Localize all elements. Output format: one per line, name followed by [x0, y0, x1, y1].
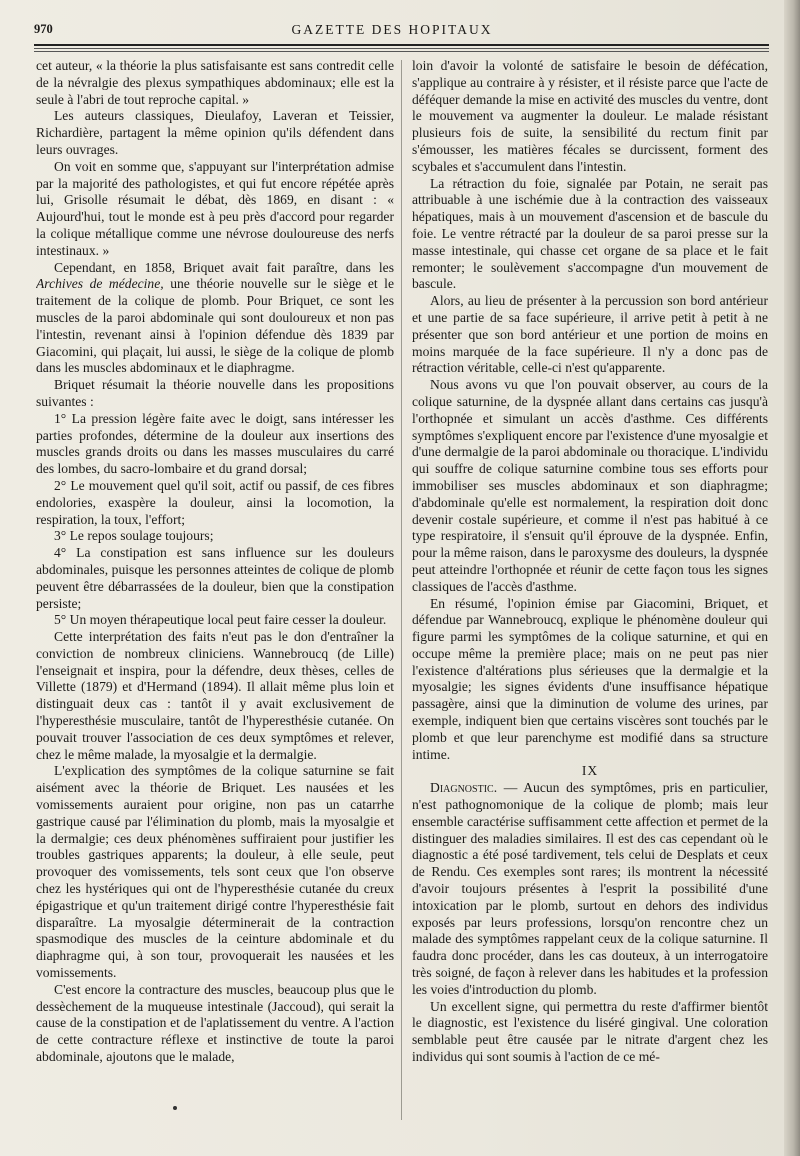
- list-item: 5° Un moyen thérapeutique local peut faire cesser la douleur.: [54, 612, 387, 628]
- paragraph: En résumé, l'opinion émise par Giacomini, Briquet, et défendue par Wannebroucq, explique le phénomène douleur qui figure parmi les symptômes de la colique saturnine, et qui en occupe même la première place; mais on ne peut pas nier l'existence d'altérations plus sérieuses que la dermalgie et la myosalgie; les signes évidents d'une insuffisance hépatique passagère, ainsi que la diminution de volume des urines, par exemple, indiquent bien que certains viscères sont touchés par le plomb et que leur parenchyme est modifié dans sa structure intime.: [412, 595, 768, 762]
- paragraph: L'explication des symptômes de la colique saturnine se fait aisément avec la théorie de Briquet. Les nausées et les vomissements auraient pour origine, non pas un catarrhe gastrique causé par l'élimination du plomb, mais la myosalgie et la dermalgie; ces deux phénomènes suffiraient pour justifier les troubles gastriques apparents; la douleur, à elle seule, peut provoquer des vomissements, tels sont ceux que l'on observe chez les hystériques qui ont de l'hyperesthésie cutanée du creux épigastrique et qu'un traitement dirigé contre l'hyperesthésie fait disparaître. La myosalgie déterminerait de la contraction spasmodique des muscles de la ceinture abdominale et du diaphragme qui, à son tour, provoquerait les nausées et les vomissements.: [36, 763, 394, 981]
- page-edge: [784, 0, 800, 1156]
- page-number: 970: [34, 22, 53, 36]
- paragraph: [412, 780, 768, 998]
- section-heading: Diagnostic.: [430, 780, 498, 796]
- left-column: [36, 58, 394, 1138]
- paragraph: La rétraction du foie, signalée par Potain, ne serait pas attribuable à une ischémie due à la contraction des vaisseaux hépatiques, mais à un mouvement d'ascension et de bascule du foie. Le ventre rétracté par la douleur de sa paroi presse sur la masse intestinale, qui chasse cet organe de sa place et le fait remonter; le soulèvement s'accompagne d'un mouvement de bascule.: [412, 175, 768, 292]
- paragraph-text: — Aucun des symptômes, pris en particulier, n'est pathognomonique de la colique de plomb; mais leur ensemble caractérise suffisamment cette affection et permet de la distinguer des maladies similaires. Il est des cas cependant où le diagnostic a été posé tardivement, tels celui de Desplats et ceux de Rendu. Ces exemples sont rares; ils montrent la nécessité d'avoir toujours présentes à l'esprit la possibilité d'une intoxication par le plomb, surtout en dehors des individus exposés par leurs professions, lorsqu'on rencontre chez un malade des symptômes rappelant ceux de la colique saturnine. Il faudra donc procéder, dans les cas douteux, à un interrogatoire très soigné, de façon à relever dans les habitudes et la profession les voies d'introduction du plomb.: [412, 780, 768, 997]
- list-item: 1° La pression légère faite avec le doigt, sans intéresser les parties profondes, détermine de la douleur aux insertions des muscles grands droits ou dans les masses musculaires du carré des lombes, du sacro-lombaire et du grand dorsal;: [36, 410, 394, 477]
- right-column: [412, 58, 768, 1138]
- paragraph: Alors, au lieu de présenter à la percussion son bord antérieur et une partie de sa face supérieure, il arrive petit à petit à ne présenter que son bord antérieur et une portion de moins en moins marquée de la face supérieure. Il n'y a donc pas de rétraction véritable, celle-ci n'est qu'apparente.: [412, 293, 768, 376]
- list-item: 4° La constipation est sans influence sur les douleurs abdominales, puisque les personnes atteintes de colique de plomb peuvent être débarrassées de la douleur, bien que la constipation persiste;: [36, 545, 394, 611]
- section-number: IX: [581, 763, 599, 779]
- paragraph: cet auteur, « la théorie la plus satisfaisante est sans contredit celle de la névralgie des plexus sympathiques abdominaux; elle est la seule à l'abri de tout reproche capital. »: [36, 58, 394, 107]
- list-item: 3° Le repos soulage toujours;: [54, 528, 214, 544]
- paragraph: Nous avons vu que l'on pouvait observer, au cours de la colique saturnine, de la dyspnée allant dans certains cas jusqu'à l'orthopnée et simulant un accès d'asthme. Ces différents symptômes s'expliquent encore par l'existence d'une myosalgie et d'une dermalgie de la paroi abdominale ou thoracique. L'individu qui souffre de colique saturnine combine tous ses efforts pour immobiliser ses muscles abdominaux et son diaphragme; d'abdominale qu'elle est normalement, la respiration doit donc devenir costale supérieure, et comme il n'est pas habitué à ce type respiratoire, il s'ensuit qu'il éprouve de la dyspnée. Enfin, pour la même raison, dans le paroxysme des douleurs, la dyspnée peut atteindre l'orthopnée et réunir de cette façon tous les signes classiques de l'accès d'asthme.: [412, 377, 768, 594]
- header-rule-thin: [34, 48, 769, 49]
- paragraph: Briquet résumait la théorie nouvelle dans les propositions suivantes :: [36, 377, 394, 409]
- header-rule: [34, 44, 769, 46]
- paragraph: Un excellent signe, qui permettra du reste d'affirmer bientôt le diagnostic, est l'existence du liséré gingival. Une coloration semblable peut être causée par le nitrate d'argent chez les individus qui sont soumis à l'action de ce mé-: [412, 998, 768, 1065]
- column-divider: [401, 60, 402, 1120]
- journal-title: Archives de médecine,: [36, 276, 164, 292]
- paragraph: [36, 260, 394, 378]
- paragraph: On voit en somme que, s'appuyant sur l'interprétation admise par la majorité des pathologistes, et qui fut encore répétée après lui, Grisolle résumait le débat, dès 1869, en disant : « Aujourd'hui, tout le monde est à peu près d'accord pour regarder la colique métallique comme une névrose douloureuse des nerfs intestinaux. »: [36, 158, 394, 258]
- running-title: GAZETTE DES HOPITAUX: [291, 22, 493, 37]
- page-header: [0, 0, 784, 64]
- list-item: 2° Le mouvement quel qu'il soit, actif ou passif, de ces fibres endolories, exaspère la douleur, ainsi la locomotion, la respiration, la toux, l'effort;: [36, 477, 394, 527]
- paragraph-text: Cependant, en 1858, Briquet avait fait paraître, dans les: [54, 259, 394, 275]
- ink-spot: [173, 1106, 177, 1110]
- paragraph: C'est encore la contracture des muscles, beaucoup plus que le dessèchement de la muqueuse intestinale (Jaccoud), qui serait la cause de la constipation et de l'aplatissement du ventre. A l'action de cette contracture réflexe et instinctive de toute la paroi abdominale, ajoutons que le malade,: [36, 981, 394, 1065]
- paragraph: Les auteurs classiques, Dieulafoy, Laveran et Teissier, Richardière, partagent la même opinion qu'ils défendent dans leurs ouvrages.: [36, 108, 394, 157]
- paragraph-text: une théorie nouvelle sur le siège et le traitement de la colique de plomb. Pour Briquet, ce sont les muscles de la paroi abdominale qui sont douloureux et non pas l'intestin, revenant ainsi à l'opinion défendue dès 1839 par Giacomini, qui plaçait, lui aussi, le siège de la colique de plomb dans les muscles abdominaux et le diaphragme.: [36, 276, 394, 376]
- paragraph: Cette interprétation des faits n'eut pas le don d'entraîner la conviction de nombreux cliniciens. Wannebroucq (de Lille) l'enseignait et inspira, pour la défendre, deux thèses, celles de Villette (1879) et d'Hermand (1894). Il allait même plus loin et distinguait deux cas : tantôt il y avait exclusivement de l'hyperesthésie musculaire, tantôt de l'hyperesthésie cutanée. On pouvait trouver l'association de ces deux symptômes et relever, chez le même malade, la myosalgie et la dermalgie.: [36, 629, 394, 762]
- paragraph: loin d'avoir la volonté de satisfaire le besoin de défécation, s'applique au contraire à y résister, et il résiste parce que l'acte de déféquer demande la mise en activité des muscles du ventre, dont le mouvement va augmenter la douleur. Le malade résistant plusieurs fois de suite, la sensibilité du rectum finit par s'émousser, les matières fécales se durcissent, forment des scybales et s'accumulent dans l'intestin.: [412, 58, 768, 174]
- header-rule-thin: [34, 51, 769, 52]
